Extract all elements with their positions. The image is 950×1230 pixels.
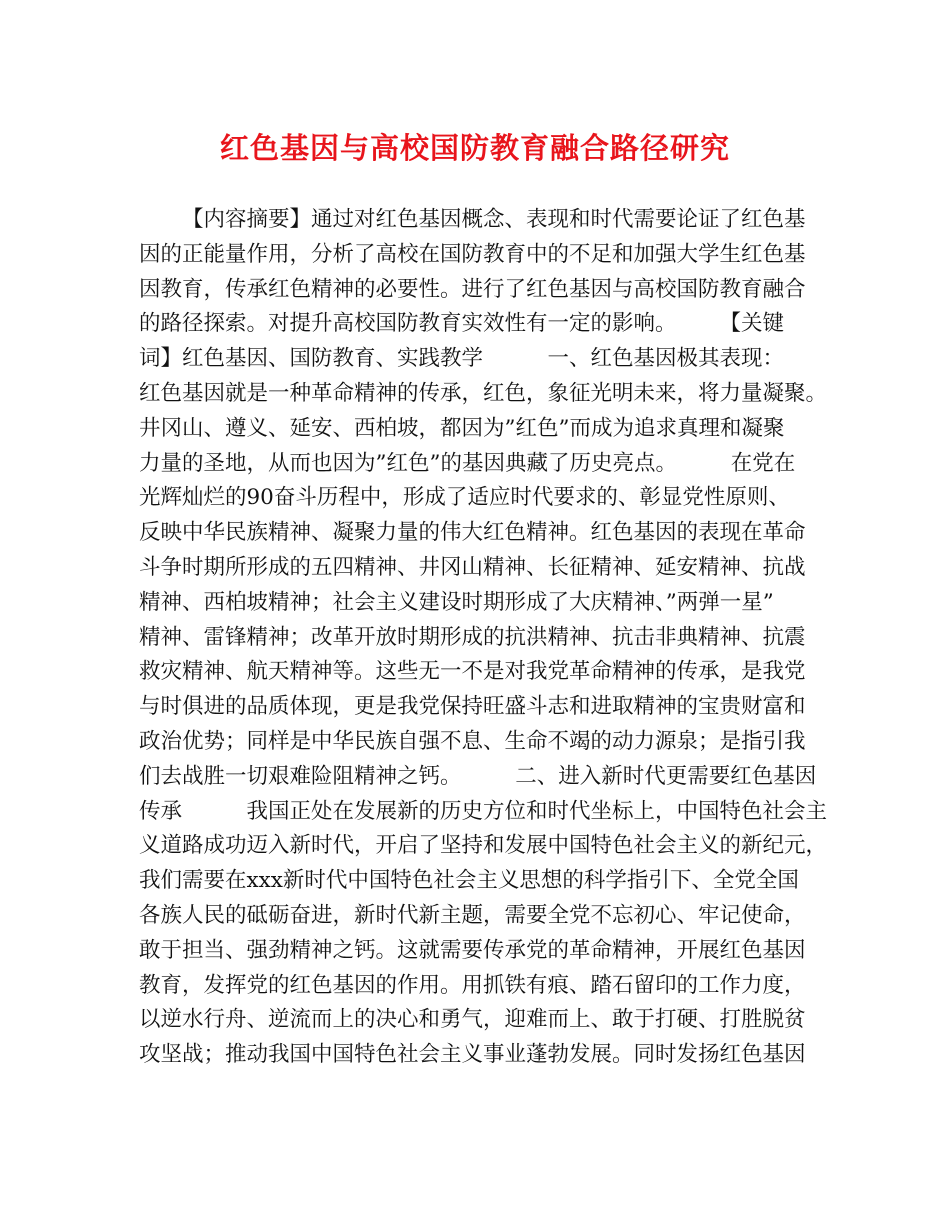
body-line: 光辉灿烂的90奋斗历程中，形成了适应时代要求的、彰显党性原则、 xyxy=(139,485,790,511)
body-line: 政治优势；同样是中华民族自强不息、生命不竭的动力源泉；是指引我 xyxy=(139,728,806,754)
body-line: 词】红色基因、国防教育、实践教学 一、红色基因极其表现： xyxy=(139,346,785,372)
body-line: 斗争时期所形成的五四精神、井冈山精神、长征精神、延安精神、抗战 xyxy=(139,554,806,580)
body-line: 红色基因就是一种革命精神的传承，红色，象征光明未来，将力量凝聚。 xyxy=(139,380,828,406)
body-line: 反映中华民族精神、凝聚力量的伟大红色精神。红色基因的表现在革命 xyxy=(139,520,806,546)
document-title: 红色基因与高校国防教育融合路径研究 xyxy=(219,131,730,165)
body-line: 力量的圣地，从而也因为”红色”的基因典藏了历史亮点。 在党在 xyxy=(139,450,796,476)
body-line: 与时俱进的品质体现，更是我党保持旺盛斗志和进取精神的宝贵财富和 xyxy=(139,694,806,720)
body-line: 敢于担当、强劲精神之钙。这就需要传承党的革命精神，开展红色基因 xyxy=(139,937,806,963)
body-line: 各族人民的砥砺奋进，新时代新主题，需要全党不忘初心、牢记使命， xyxy=(139,902,806,928)
body-line: 的路径探索。对提升高校国防教育实效性有一定的影响。 【关键 xyxy=(139,311,785,337)
body-line: 精神、西柏坡精神；社会主义建设时期形成了大庆精神、”两弹一星” xyxy=(139,589,774,615)
document-body xyxy=(139,203,829,1073)
body-line: 攻坚战；推动我国中国特色社会主义事业蓬勃发展。同时发扬红色基因 xyxy=(139,1042,806,1068)
body-line: 因教育，传承红色精神的必要性。进行了红色基因与高校国防教育融合 xyxy=(139,276,806,302)
body-line: 传承 我国正处在发展新的历史方位和时代坐标上，中国特色社会主 xyxy=(139,798,828,824)
body-line: 救灾精神、航天精神等。这些无一不是对我党革命精神的传承，是我党 xyxy=(139,659,806,685)
body-line: 【内容摘要】通过对红色基因概念、表现和时代需要论证了红色基 xyxy=(182,207,806,232)
body-line: 以逆水行舟、逆流而上的决心和勇气，迎难而上、敢于打硬、打胜脱贫 xyxy=(139,1007,806,1033)
body-line: 们去战胜一切艰难险阻精神之钙。 二、进入新时代更需要红色基因 xyxy=(139,763,817,789)
body-line: 精神、雷锋精神；改革开放时期形成的抗洪精神、抗击非典精神、抗震 xyxy=(139,624,806,650)
body-line: 教育，发挥党的红色基因的作用。用抓铁有痕、踏石留印的工作力度， xyxy=(139,972,806,998)
body-line: 因的正能量作用，分析了高校在国防教育中的不足和加强大学生红色基 xyxy=(139,241,806,267)
body-line: 我们需要在xxx新时代中国特色社会主义思想的科学指引下、全党全国 xyxy=(139,868,799,894)
body-line: 井冈山、遵义、延安、西柏坡，都因为”红色”而成为追求真理和凝聚 xyxy=(139,415,785,441)
body-line: 义道路成功迈入新时代，开启了坚持和发展中国特色社会主义的新纪元， xyxy=(139,833,828,859)
